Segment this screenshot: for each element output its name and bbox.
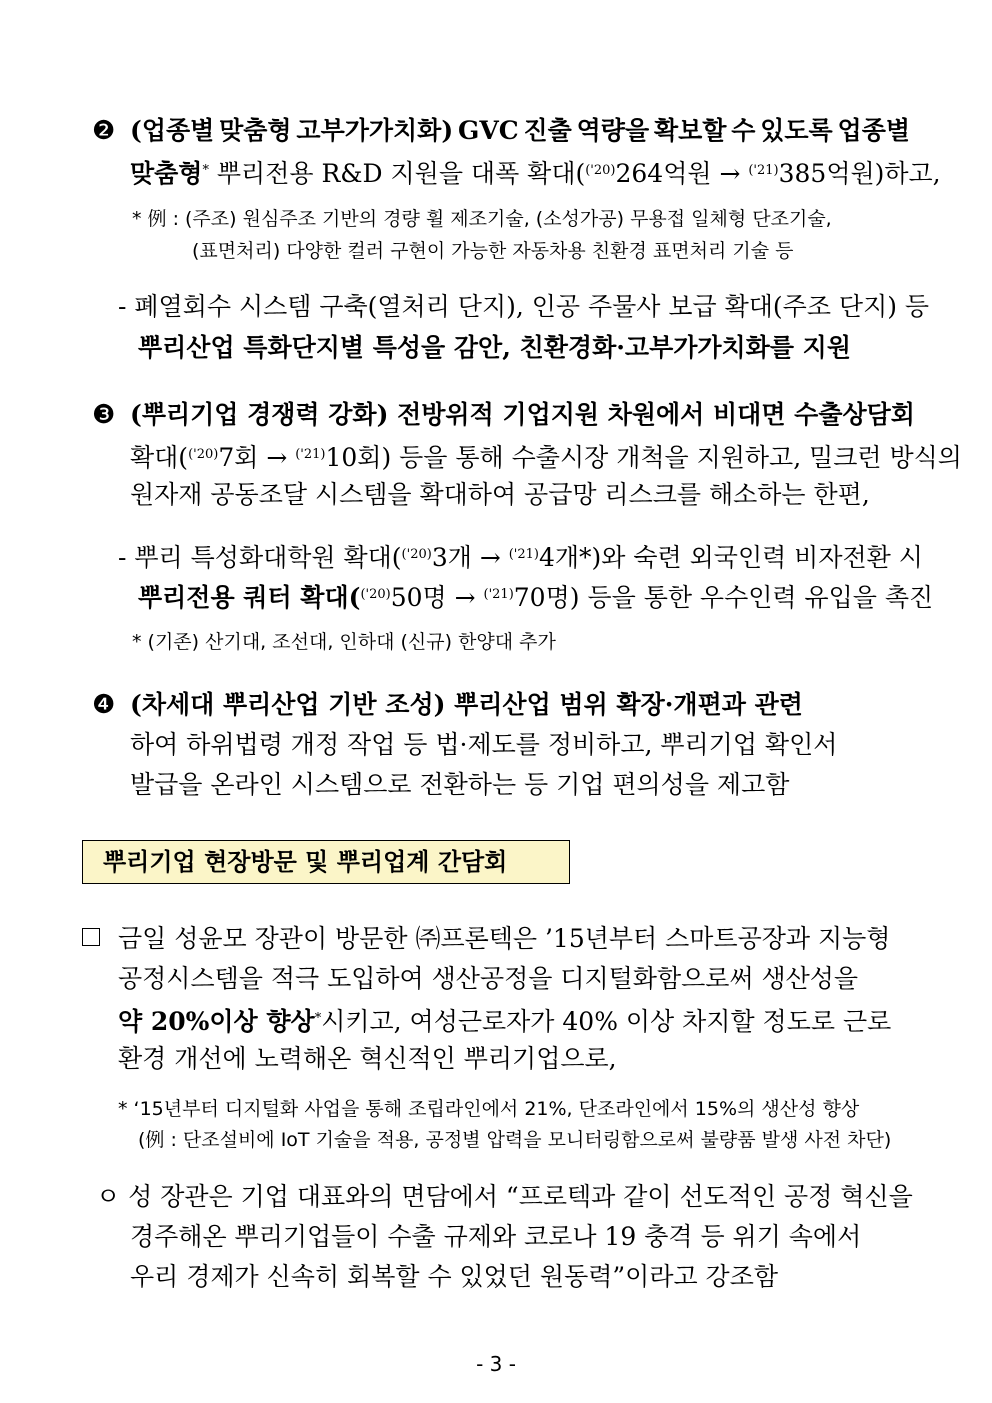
para-line-4: 환경 개선에 노력해온 혁신적인 뿌리기업으로,	[118, 1044, 617, 1073]
section-2-note-2: (표면처리) 다양한 컬러 구현이 가능한 자동차용 친환경 표면처리 기술 등	[192, 240, 794, 262]
section-3-marker: ❸	[92, 400, 116, 430]
section-2-note-1: * 例 : (주조) 원심주조 기반의 경량 휠 제조기술, (소성가공) 무용접 일체형 단조기술,	[132, 208, 832, 230]
para-line-2: 공정시스템을 적극 도입하여 생산공정을 디지털화함으로써 생산성을	[118, 964, 859, 993]
section-2-marker: ❷	[92, 116, 116, 146]
section-2-word: 있도록	[760, 116, 833, 145]
section-2-word: 역량을	[576, 116, 650, 145]
section-3-note: * (기존) 산기대, 조선대, 인하대 (신규) 한양대 추가	[132, 631, 556, 653]
section-3-dash-2: 뿌리전용 쿼터 확대($^{('20)}$50명 → $^{('21)}$70명) 등을 통한 우수인력 유입을 촉진	[138, 583, 934, 612]
para-note-2: (例 : 단조설비에 IoT 기술을 적용, 공정별 압력을 모니터링함으로써 불량품 발생 사전 차단)	[138, 1129, 892, 1151]
section-2-line-2: 맞춤형* 뿌리전용 R&D 지원을 대폭 확대($^{('20)}$264억원 → $^{('21)}$385억원)하고,	[130, 159, 941, 188]
section-3-line-3: 원자재 공동조달 시스템을 확대하여 공급망 리스크를 해소하는 한편,	[130, 480, 870, 509]
section-2-word: GVC	[458, 116, 519, 145]
section-4-line-2: 하여 하위법령 개정 작업 등 법·제도를 정비하고, 뿌리기업 확인서	[130, 730, 838, 759]
section-4-marker: ❹	[92, 690, 116, 720]
para-note-1: * ‘15년부터 디지털화 사업을 통해 조립라인에서 21%, 단조라인에서 15%의 생산성 향상	[118, 1098, 860, 1120]
section-2-dash-2: 뿌리산업 특화단지별 특성을 감안, 친환경화·고부가가치화를 지원	[138, 333, 851, 362]
section-2-word: 수	[731, 116, 756, 145]
section-2-word: 업종별	[837, 116, 910, 145]
para-line-1: 금일 성윤모 장관이 방문한 ㈜프론텍은 ’15년부터 스마트공장과 지능형	[118, 924, 891, 953]
section-2-line-1	[130, 114, 910, 148]
para-line-3: 약 20%이상 향상*시키고, 여성근로자가 40% 이상 차지할 정도로 근로	[118, 1007, 892, 1036]
section-2-word: 맞춤형	[219, 116, 292, 145]
section-2-word: (업종별	[130, 116, 215, 145]
para-o-line-1: ㅇ 성 장관은 기업 대표와의 면담에서 “프로텍과 같이 선도적인 공정 혁신을	[96, 1182, 913, 1211]
section-2-dash-1: - 폐열회수 시스템 구축(열처리 단지), 인공 주물사 보급 확대(주조 단지) 등	[118, 292, 930, 321]
para-o-line-2: 경주해온 뿌리기업들이 수출 규제와 코로나 19 충격 등 위기 속에서	[130, 1222, 862, 1251]
section-4-line-3: 발급을 온라인 시스템으로 전환하는 등 기업 편의성을 제고함	[130, 770, 790, 799]
para-o-line-3: 우리 경제가 신속히 회복할 수 있었던 원동력”이라고 강조함	[130, 1262, 779, 1291]
section-2-word: 고부가가치화)	[296, 116, 454, 145]
section-title-box: 뿌리기업 현장방문 및 뿌리업계 간담회	[82, 840, 570, 884]
section-4-line-1: (차세대 뿌리산업 기반 조성) 뿌리산업 범위 확장·개편과 관련	[130, 690, 803, 719]
section-2-word: 확보할	[653, 116, 727, 145]
section-2-word: 진출	[523, 116, 572, 145]
section-3-line-1: (뿌리기업 경쟁력 강화) 전방위적 기업지원 차원에서 비대면 수출상담회	[130, 400, 915, 429]
section-3-line-2: 확대($^{('20)}$7회 → $^{('21)}$10회) 등을 통해 수출시장 개척을 지원하고, 밀크런 방식의	[130, 443, 962, 472]
section-3-dash-1: - 뿌리 특성화대학원 확대($^{('20)}$3개 → $^{('21)}$4개*)와 숙련 외국인력 비자전환 시	[118, 543, 923, 572]
checkbox-bullet-icon	[82, 928, 100, 946]
page-number: - 3 -	[476, 1352, 516, 1376]
